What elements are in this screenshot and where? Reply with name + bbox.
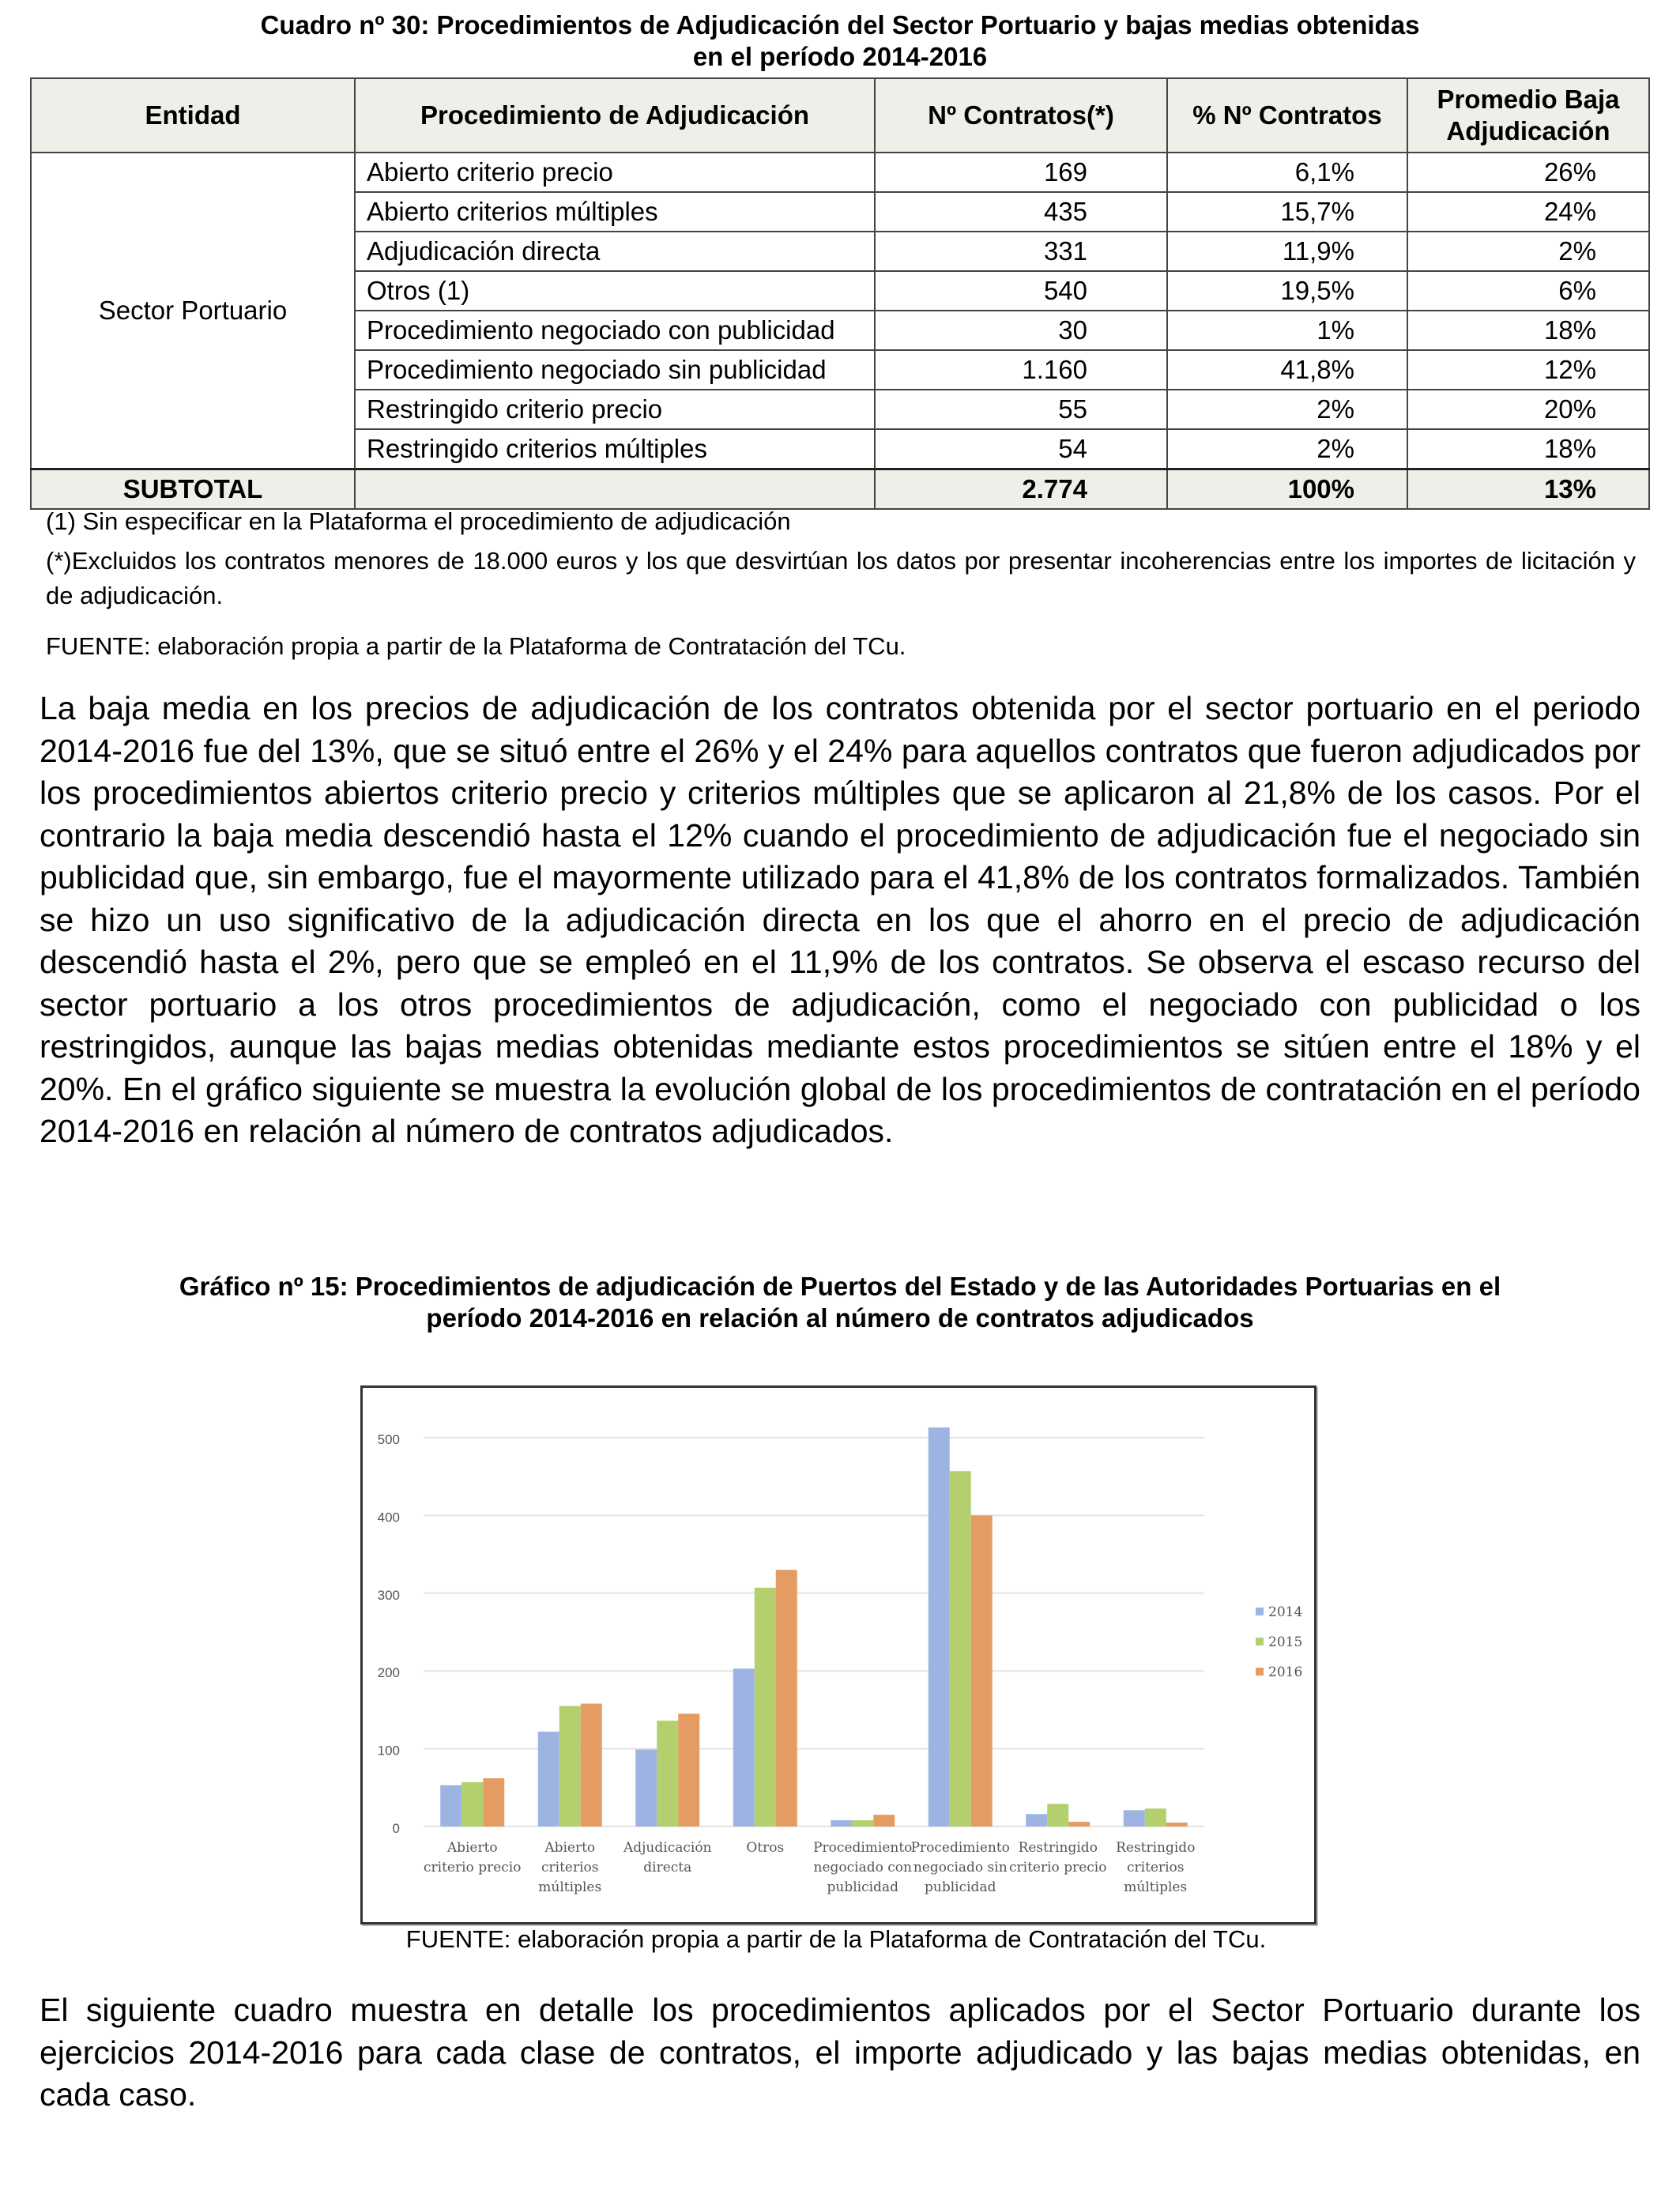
x-tick-label: múltiples xyxy=(1124,1879,1188,1895)
row-contracts: 55 xyxy=(875,390,1167,429)
row-percent: 11,9% xyxy=(1167,232,1407,271)
y-tick-label: 400 xyxy=(377,1510,400,1525)
bar-2014 xyxy=(440,1785,461,1826)
row-procedure: Adjudicación directa xyxy=(355,232,875,271)
body-paragraph-2: El siguiente cuadro muestra en detalle los procedimientos aplicados por el Sector Portuario durante los ejercicios 2014-2016 para cada clase de contratos, el importe adjudicado y las bajas medias obtenidas, en cada caso. xyxy=(40,1992,1640,2113)
graph-caption-line2: período 2014-2016 en relación al número de contratos adjudicados xyxy=(426,1303,1254,1333)
x-tick-label: Restringido xyxy=(1116,1840,1196,1856)
legend-label: 2016 xyxy=(1268,1664,1303,1680)
subtotal-contracts: 2.774 xyxy=(875,469,1167,510)
row-procedure: Procedimiento negociado con publicidad xyxy=(355,311,875,350)
x-tick-label: criterios xyxy=(541,1860,599,1875)
table-header-row xyxy=(31,78,1649,153)
footnote-1: (1) Sin especificar en la Plataforma el procedimiento de adjudicación xyxy=(46,507,791,535)
bar-2016 xyxy=(776,1570,797,1826)
bar-2015 xyxy=(1145,1808,1166,1826)
bar-2016 xyxy=(581,1704,602,1826)
row-contracts: 30 xyxy=(875,311,1167,350)
y-tick-label: 500 xyxy=(377,1432,400,1447)
row-procedure: Otros (1) xyxy=(355,271,875,311)
table-caption-line1: Cuadro nº 30: Procedimientos de Adjudicación del Sector Portuario y bajas medias obtenidas xyxy=(260,10,1420,40)
row-percent: 2% xyxy=(1167,390,1407,429)
y-tick-label: 200 xyxy=(377,1665,400,1681)
row-baja: 18% xyxy=(1407,429,1649,469)
bar-2015 xyxy=(461,1782,483,1826)
bar-2014 xyxy=(929,1427,950,1826)
x-tick-label: Procedimiento xyxy=(813,1840,913,1856)
table-row xyxy=(31,153,1649,192)
row-percent: 2% xyxy=(1167,429,1407,469)
x-tick-label: publicidad xyxy=(827,1879,898,1895)
bar-2015 xyxy=(755,1588,776,1826)
footnote-excluded: (*)Excluidos los contratos menores de 18.000 euros y los que desvirtúan los datos por presentar incoherencias entre los importes de licitación y de adjudicación. xyxy=(46,547,1636,609)
header-entidad: Entidad xyxy=(31,78,355,153)
bar-2015 xyxy=(1047,1804,1068,1826)
y-tick-label: 0 xyxy=(392,1821,400,1836)
bar-2015 xyxy=(852,1820,873,1826)
y-tick-label: 300 xyxy=(377,1587,400,1603)
table-caption xyxy=(47,9,1633,73)
legend-label: 2015 xyxy=(1268,1634,1303,1650)
x-tick-label: Restringido xyxy=(1018,1840,1098,1856)
legend-swatch xyxy=(1256,1638,1264,1646)
row-procedure: Abierto criterios múltiples xyxy=(355,192,875,232)
bar-2014 xyxy=(733,1668,755,1826)
subtotal-baja: 13% xyxy=(1407,469,1649,510)
row-contracts: 54 xyxy=(875,429,1167,469)
row-percent: 15,7% xyxy=(1167,192,1407,232)
row-percent: 19,5% xyxy=(1167,271,1407,311)
row-baja: 2% xyxy=(1407,232,1649,271)
x-tick-label: criterio precio xyxy=(424,1860,522,1875)
subtotal-percent: 100% xyxy=(1167,469,1407,510)
header-baja-line2: Adjudicación xyxy=(1446,116,1610,145)
legend-label: 2014 xyxy=(1268,1604,1303,1620)
subtotal-empty xyxy=(355,469,875,510)
x-tick-label: negociado con xyxy=(813,1860,912,1875)
row-baja: 12% xyxy=(1407,350,1649,390)
x-tick-label: Otros xyxy=(746,1840,785,1856)
bar-2015 xyxy=(559,1706,581,1826)
row-procedure: Restringido criterios múltiples xyxy=(355,429,875,469)
table-caption-line2: en el período 2014-2016 xyxy=(692,42,988,71)
x-tick-label: Procedimiento xyxy=(910,1840,1010,1856)
x-tick-label: Adjudicación xyxy=(623,1840,712,1856)
row-procedure: Restringido criterio precio xyxy=(355,390,875,429)
legend-swatch xyxy=(1256,1608,1264,1615)
row-baja: 6% xyxy=(1407,271,1649,311)
x-tick-label: Abierto xyxy=(544,1840,596,1856)
bar-2016 xyxy=(873,1815,895,1826)
row-procedure: Procedimiento negociado sin publicidad xyxy=(355,350,875,390)
bar-2016 xyxy=(678,1713,699,1826)
row-contracts: 540 xyxy=(875,271,1167,311)
bar-2015 xyxy=(950,1471,971,1826)
subtotal-row xyxy=(31,469,1649,510)
bar-2014 xyxy=(831,1820,852,1826)
header-baja xyxy=(1407,78,1649,153)
row-contracts: 1.160 xyxy=(875,350,1167,390)
row-baja: 26% xyxy=(1407,153,1649,192)
bar-2016 xyxy=(483,1778,504,1826)
row-contracts: 331 xyxy=(875,232,1167,271)
legend-swatch xyxy=(1256,1668,1264,1676)
x-tick-label: criterio precio xyxy=(1009,1860,1107,1875)
graph-caption xyxy=(47,1271,1633,1334)
bar-chart xyxy=(360,1385,1317,1924)
row-baja: 20% xyxy=(1407,390,1649,429)
x-tick-label: negociado sin xyxy=(913,1860,1008,1875)
bar-2016 xyxy=(1068,1822,1090,1826)
x-tick-label: publicidad xyxy=(925,1879,996,1895)
row-baja: 18% xyxy=(1407,311,1649,350)
row-percent: 6,1% xyxy=(1167,153,1407,192)
y-tick-label: 100 xyxy=(377,1743,400,1759)
table-source: FUENTE: elaboración propia a partir de la Plataforma de Contratación del TCu. xyxy=(46,632,906,660)
row-contracts: 169 xyxy=(875,153,1167,192)
header-contratos: Nº Contratos(*) xyxy=(875,78,1167,153)
row-baja: 24% xyxy=(1407,192,1649,232)
bar-2016 xyxy=(1166,1823,1188,1826)
bar-2016 xyxy=(971,1515,993,1826)
x-tick-label: Abierto xyxy=(446,1840,498,1856)
row-percent: 41,8% xyxy=(1167,350,1407,390)
x-tick-label: criterios xyxy=(1127,1860,1185,1875)
header-pct: % Nº Contratos xyxy=(1167,78,1407,153)
entity-cell: Sector Portuario xyxy=(31,153,355,469)
body-paragraph-1: La baja media en los precios de adjudicación de los contratos obtenida por el sector portuario en el periodo 2014-2016 fue del 13%, que se situó entre el 26% y el 24% para aquellos contratos que fueron adjudicados por los procedimientos abiertos criterio precio y criterios múltiples que se aplicaron al 21,8% de los casos. Por el contrario la baja media descendió hasta el 12% cuando el procedimiento de adjudicación fue el negociado sin publicidad que, sin embargo, fue el mayormente utilizado para el 41,8% de los contratos formalizados. También se hizo un uso significativo de la adjudicación directa en los que el ahorro en el precio de adjudicación descendió hasta el 2%, pero que se empleó en el 11,9% de los contratos. Se observa el escaso recurso del sector portuario a los otros procedimientos de adjudicación, como el negociado con publicidad o los restringidos, aunque las bajas medias obtenidas mediante estos procedimientos se sitúen entre el 18% y el 20%. En el gráfico siguiente se muestra la evolución global de los procedimientos de contratación en el período 2014-2016 en relación al número de contratos adjudicados. xyxy=(40,690,1640,1149)
graph-caption-line1: Gráfico nº 15: Procedimientos de adjudicación de Puertos del Estado y de las Autoridades Portuarias en el xyxy=(179,1272,1501,1301)
bar-2014 xyxy=(538,1732,559,1826)
x-tick-label: directa xyxy=(643,1860,692,1875)
bar-2014 xyxy=(1124,1810,1145,1826)
x-tick-label: múltiples xyxy=(538,1879,602,1895)
bar-2015 xyxy=(657,1721,678,1826)
bar-chart-svg xyxy=(363,1388,1314,1922)
row-procedure: Abierto criterio precio xyxy=(355,153,875,192)
header-baja-line1: Promedio Baja xyxy=(1437,85,1620,114)
procedures-table xyxy=(30,77,1650,510)
subtotal-label: SUBTOTAL xyxy=(31,469,355,510)
bar-2014 xyxy=(1026,1814,1047,1826)
bar-2014 xyxy=(635,1750,657,1826)
row-contracts: 435 xyxy=(875,192,1167,232)
row-percent: 1% xyxy=(1167,311,1407,350)
header-procedimiento: Procedimiento de Adjudicación xyxy=(355,78,875,153)
graph-source: FUENTE: elaboración propia a partir de la Plataforma de Contratación del TCu. xyxy=(405,1925,1267,1953)
